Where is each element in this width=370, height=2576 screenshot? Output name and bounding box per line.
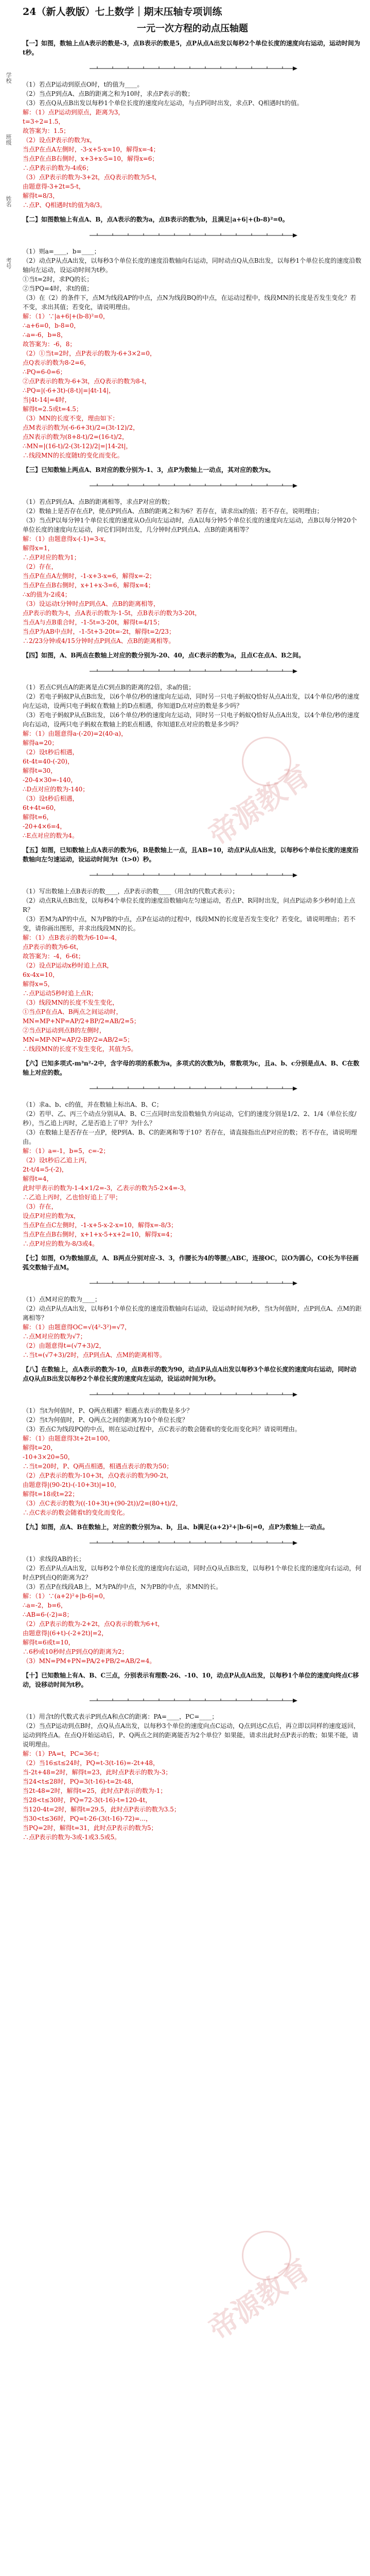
question-part: （2）当t为何值时，P、Q两点之间的距离为10个单位长度？	[23, 1416, 188, 1423]
answer-line: （3）设t秒后相遇，	[23, 795, 79, 802]
answer-line: 解得a=20；	[23, 739, 58, 747]
question-stem: 【三】已知数轴上两点A、B对应的数分别为-1、3，点P为数轴上一动点，其对应的数为x。	[23, 466, 275, 473]
answer-line: 当点P在点B右侧时，x+1+x-5+x+2=10，解得x=4；	[23, 1231, 176, 1238]
question-section	[23, 215, 362, 460]
question-part: （3）若点P在线段AB上，M为PA的中点，N为PB的中点，求MN的长。	[23, 1583, 222, 1590]
question-section	[23, 1522, 362, 1666]
answer-line: ∴当t=(√7+3)/2时，点P到点A、点M的距离相等。	[23, 1351, 166, 1359]
answer-line: 点M表示的数为(-6-6+3t)/2=(3t-12)/2，	[23, 424, 139, 431]
question-stem: 【一】如图，数轴上点A表示的数是-3，点B表示的数是5，点P从点A出发以每秒2个单位长度的速度向右运动，运动时间为t秒。	[23, 40, 360, 56]
answer-line: 2t-t/4=5-(-2)，	[23, 1166, 68, 1173]
answer-line: ∴点P对应的数为-8/3或4。	[23, 1240, 99, 1247]
answer-line: （2）设点P运动x秒时追上点R，	[23, 962, 113, 969]
answer-line: 设点P对应的数为x，	[23, 1212, 80, 1219]
number-line-arrow	[293, 484, 297, 488]
answer-line: （2）当16≤t≤24时，PQ=t-3(t-16)=-2t+48，	[23, 1759, 159, 1767]
answer-line: 解得x=5，	[23, 980, 54, 988]
answer-line: 点P表示的数为-t，点A表示的数为-1-5t，点B表示的数为3-20t，	[23, 609, 201, 617]
answer-line: ∴点P表示的数为-4或6；	[23, 164, 93, 172]
question-part: （1）写出数轴上点B表示的数____，点P表示的数____（用含t的代数式表示）；	[23, 888, 239, 895]
answer-line: t=3÷2=1.5，	[23, 118, 65, 125]
answer-line: ①当点P在点A、B两点之间运动时，	[23, 1008, 122, 1015]
answer-line: ∴D点对应的数为-140；	[23, 786, 89, 793]
answer-line: （3）设运动t分钟时点P到点A、点B的距离相等，	[23, 600, 160, 607]
question-part: （2）若甲、乙、丙三个动点分别从A、B、C三点同时出发沿数轴负方向运动，它们的速度分别是1/2、2、1/4（单位长度/秒），当乙追上丙时，乙是否追上了甲？为什么？	[23, 1110, 357, 1127]
question-part: （3）当点P以每分钟1个单位长度的速度从O点向左运动时，点A以每分钟5个单位长度的速度向左运动，点B以每分钟20个单位长度的速度向左运动，问它们同时出发，几分钟时点P到点A、点B的距离相等？	[23, 517, 357, 533]
left-binding-strip	[0, 0, 21, 2576]
answer-line: ∴点P运动5秒时追上点R；	[23, 990, 97, 997]
question-part: （2）数轴上是否存在点P，使点P到点A、点B的距离之和为6？若存在，请求出x的值；若不存在，说明理由；	[23, 507, 323, 515]
number-line-arrow	[293, 1087, 297, 1091]
number-line-arrow	[293, 873, 297, 877]
answer-line: 解得t=2.5或t=4.5；	[23, 405, 82, 413]
answer-line: （2）设t秒后乙追上丙，	[23, 1157, 91, 1164]
answer-line: 当28<t≤30时，PQ=72-3(t-16)-t=120-4t，	[23, 1797, 152, 1804]
number-line-arrow	[293, 1393, 297, 1397]
question-section	[23, 1671, 362, 1842]
number-line-figure	[84, 1275, 301, 1293]
question-part: （1）点M对应的数为____；	[23, 1296, 101, 1303]
answer-line: -10+3×20=50，	[23, 1453, 74, 1461]
answer-line: ②当点P运动到点B的左侧时，	[23, 1027, 105, 1034]
answer-line: 当120-4t=2时，解得t=29.5，此时点P表示的数为3.5；	[23, 1806, 180, 1813]
answer-line: ∴x的值为-2或4；	[23, 591, 71, 598]
answer-line: ∴点P表示的数为-3或-1或3.5或5。	[23, 1834, 121, 1841]
answer-line: ∴线段MN的长度不发生变化，其值为5。	[23, 1045, 137, 1053]
answer-line: 解得t=30，	[23, 767, 57, 774]
question-section	[23, 1365, 362, 1517]
number-line-figure	[84, 60, 301, 78]
question-stem: 【七】如图，O为数轴原点，A、B两点分别对应-3、3，作腰长为4的等腰△ABC，连接OC，以O为圆心，CO长为半径画弧交数轴于点M。	[23, 1255, 359, 1271]
answer-line: 6t-4t=40-(-20)，	[23, 758, 74, 765]
answer-line: 当点P在点B右侧时，x+3+x-5=10，解得x=6；	[23, 155, 158, 162]
number-line-arrow	[293, 1699, 297, 1703]
answer-line: 当点P为AB中点时，-1-5t+3-20t=-2t，解得t=2/23；	[23, 628, 175, 635]
answer-line: ∴a+6=0，b-8=0，	[23, 322, 80, 329]
number-line-arrow	[293, 66, 297, 71]
answer-line: ∴线段MN的长度随t的变化而变化。	[23, 452, 124, 459]
answer-line: 当30<t≤36时，PQ=t-26-(3(t-16)-72)=...，	[23, 1815, 152, 1822]
side-label-name: 姓名	[5, 196, 12, 207]
number-line-figure	[84, 1692, 301, 1710]
answer-line: 6x-4x=10，	[23, 971, 59, 978]
answer-line: 点Q表示的数为8-2=6，	[23, 359, 90, 366]
answer-line: ∴MN=|(16-t)/2-(3t-12)/2|=|14-2t|，	[23, 443, 132, 450]
number-line-figure	[84, 478, 301, 495]
question-stem: 【十】已知数轴上有A、B、C三点，分别表示有理数-26、-10、10，动点P从点A出发，以每秒1个单位的速度向终点C移动，设移动时间为t秒。	[23, 1672, 359, 1688]
answer-line: 故答案为：1.5；	[23, 127, 70, 134]
answer-line: -20+4×6=4，	[23, 823, 66, 830]
question-stem: 【六】已知多项式-m³n²-2中，含字母的项的系数为a，多项式的次数为b，常数项为c，且a、b、c分别是点A、B、C在数轴上对应的数。	[23, 1060, 360, 1076]
question-part: （1）若点P到点A、点B的距离相等，求点P对应的数；	[23, 498, 174, 505]
question-part: （3）在数轴上是否存在一点P，使P到A、B、C的距离和等于10？若存在，请直接指出点P对应的数；若不存在，请说明理由。	[23, 1129, 357, 1145]
number-line-arrow	[293, 1281, 297, 1285]
answer-line: ∴PQ=|(-6+3t)-(8-t)|=|4t-14|，	[23, 387, 115, 394]
answer-line: ∴点C表示的数会随着t的变化而变化。	[23, 1509, 129, 1516]
answer-line: 解：（1）∵(a+2)²+|b-6|=0，	[23, 1592, 109, 1600]
answer-line: 解：（1）由题意得OC=√(4²-3²)=√7，	[23, 1324, 131, 1331]
answer-line: （3）点C表示的数为((-10+3t)+(90-2t))/2=(80+t)/2，	[23, 1500, 182, 1507]
answer-line: 当点P在点C左侧时，-1-x+5-x-2-x=10，解得x=-8/3；	[23, 1222, 178, 1229]
answer-line: ∴乙追上丙时，乙也恰好追上了甲；	[23, 1194, 122, 1201]
number-line-figure	[84, 867, 301, 885]
question-part: （1）用含t的代数式表示P到点A和点C的距离：PA=____，PC=____；	[23, 1713, 218, 1720]
question-part: （3）在（2）的条件下，点M为线段AP的中点，点N为线段BQ的中点，在运动过程中，线段MN的长度是否发生变化？若不变，求出其值；若变化，请说明理由。	[23, 294, 357, 311]
answer-line: （2）设点P表示的数为x，	[23, 137, 96, 144]
question-part: （2）当点P到点A、点B的距离之和为10时，求点P表示的数；	[23, 90, 194, 97]
answer-line: 当2t-48=2时，解得t=25，此时点P表示的数为-1；	[23, 1787, 167, 1794]
answer-line: ∴a=-6，b=8，	[23, 331, 67, 338]
document-content	[23, 0, 362, 1847]
answer-line: ∴2/23分钟或4/15分钟时点P到点A、点B的距离相等。	[23, 637, 175, 645]
question-section	[23, 651, 362, 840]
number-line-figure	[84, 227, 301, 245]
question-part: （3）若电子蚂蚁P从点B出发，以6个单位/秒的速度向左运动，同时另一只电子蚂蚁Q恰好从点A出发，以4个单位/秒的速度向右运动，设两只电子蚂蚁在数轴上的E点相遇，你知道E点对应的数是多少吗？	[23, 711, 360, 728]
question-sections	[23, 39, 362, 1842]
number-line-arrow	[293, 1541, 297, 1545]
answer-line: 解：（1）点P运动到原点，距离为3，	[23, 109, 125, 116]
answer-line: （2）点P表示的数为-10+3t，点Q表示的数为90-2t，	[23, 1472, 173, 1479]
question-part: （1）当t为何值时，P、Q两点相遇？相遇点表示的数是多少？	[23, 1407, 193, 1414]
answer-line: 由题意得|(6+t)-(-2+2t)|=2，	[23, 1630, 108, 1637]
question-stem: 【五】如图，已知数轴上点A表示的数为6，B是数轴上一点，且AB=10，动点P从点A出发，以每秒6个单位长度的速度沿数轴向左匀速运动，设运动时间为t（t>0）秒。	[23, 846, 359, 863]
answer-line: 当点P在点A左侧时，-1-x+3-x=6，解得x=-2；	[23, 572, 155, 580]
number-line-figure	[84, 1535, 301, 1552]
question-part: （2）动点R从点B出发，以每秒4个单位长度的速度沿数轴向左匀速运动，若点P、R同时出发，问点P运动多少秒时追上点R？	[23, 897, 356, 913]
answer-line: 解得t=8/3，	[23, 192, 59, 199]
answer-line: 解：（1）∵|a+6|+(b-8)²=0，	[23, 313, 109, 320]
number-line-arrow	[293, 233, 297, 238]
question-part: （2）当点P运动到点B时，点Q从点A出发，以每秒3个单位的速度向点C运动，Q点到达C点后，再立即以同样的速度返回，运动到终点A。在点Q开始运动后，P、Q两点之间的距离能否为2个单位？如果能，请求出此时点P表示的数；如果不能，请说明理由。	[23, 1722, 360, 1748]
answer-line: （3）点P表示的数为-3+2t，点Q表示的数为5-t，	[23, 174, 161, 181]
answer-line: MN=MP-NP=AP/2-BP/2=AB/2=5；	[23, 1036, 134, 1043]
question-section	[23, 1253, 362, 1360]
question-part: ②当PQ=4时，求t的值；	[23, 285, 93, 292]
question-section	[23, 465, 362, 646]
answer-line: ∴当t=20时，P、Q两点相遇，相遇点表示的数为50；	[23, 1463, 173, 1470]
answer-line: 点P表示的数为6-6t，	[23, 943, 83, 951]
number-line-arrow	[293, 669, 297, 673]
answer-line: 当-2t+48=2时，解得t=23，此时点P表示的数为-3；	[23, 1769, 172, 1776]
side-label-exam-number: 考号	[5, 258, 12, 269]
question-part: （3）若M为AP的中点，N为PB的中点，点P在运动的过程中，线段MN的长度是否发生变化？若变化，请说明理由；若不变，请你画出图形，并求出线段MN的长。	[23, 916, 356, 932]
answer-line: 当点P在点A左侧时，-3-x+5-x=10，解得x=-4；	[23, 146, 160, 153]
number-line-figure	[84, 663, 301, 681]
answer-line: 解得t=6或t=10，	[23, 1639, 75, 1646]
answer-line: MN=MP+NP=AP/2+BP/2=AB/2=5；	[23, 1018, 140, 1025]
answer-line: 由题意得-3+2t=5-t，	[23, 183, 85, 190]
answer-line: 解得x=1，	[23, 545, 54, 552]
answer-line: 当|4t-14|=4时，	[23, 396, 71, 403]
answer-line: 6t+4t=60，	[23, 804, 60, 811]
answer-line: ∴6秒或10秒时点P到点Q的距离为2；	[23, 1648, 128, 1655]
answer-line: 当24<t≤28时，PQ=3(t-16)-t=2t-48，	[23, 1778, 138, 1785]
answer-line: 当PQ=2时，解得t=31，此时点P表示的数为5；	[23, 1824, 157, 1832]
question-stem: 【二】如图数轴上有点A、B，点A表示的数为a，点B表示的数为b，且满足|a+6|+(b-8)²=0。	[23, 216, 289, 223]
answer-line: ∴AB=6-(-2)=8；	[23, 1611, 73, 1618]
answer-line: （3）MN的长度不变，理由如下：	[23, 415, 119, 422]
answer-line: 解：（1）由题意得x-(-1)=3-x，	[23, 535, 110, 543]
number-line-figure	[84, 1080, 301, 1098]
answer-line: 当点P在点B右侧时，x+1+x-3=6，解得x=4；	[23, 582, 154, 589]
question-part: （2）若电子蚂蚁P从点B出发，以6个单位/秒的速度向左运动，同时另一只电子蚂蚁Q恰好从点A出发，以4个单位/秒的速度向左运动，设两只电子蚂蚁在数轴上的D点相遇，你知道D点对应的数是多少吗？	[23, 693, 360, 709]
answer-line: 解：（1）点B表示的数为6-10=-4，	[23, 934, 121, 941]
answer-line: ∴PQ=6-0=6；	[23, 368, 66, 376]
side-label-school: 学校	[5, 72, 12, 83]
answer-line: 由题意得|(90-2t)-(-10+3t)|=10，	[23, 1481, 120, 1488]
question-part: （1）求线段AB的长；	[23, 1555, 85, 1563]
answer-line: （2）存在，	[23, 563, 58, 570]
answer-line: （2）①当t=2时，点P表示的数为-6+3×2=0，	[23, 350, 156, 357]
answer-line: 解得t=4，	[23, 1175, 53, 1182]
question-stem: 【四】如图，A、B两点在数轴上对应的数分别为-20、40，点C表示的数为a，且点C在点A、B之间。	[23, 652, 305, 659]
watermark-text: 帝源教育	[203, 758, 316, 853]
question-part: （2）动点P从点A出发，以每秒1个单位长度的速度沿数轴向右运动，设运动时间为t秒，当t为何值时，点P到点A、点M的距离相等？	[23, 1305, 362, 1321]
answer-line: -20-4×30=-140，	[23, 776, 77, 784]
question-stem: 【九】如图，点A、B在数轴上，对应的数分别为a、b，且a、b满足(a+2)²+|b-6|=0，点P为数轴上一动点。	[23, 1523, 329, 1531]
answer-line: （3）线段MN的长度不发生变化，	[23, 999, 119, 1006]
question-part: （2）动点P从点A出发，以每秒3个单位长度的速度沿数轴向右运动，同时动点Q从点B出发，以每秒1个单位长度的速度沿数轴向左运动，设运动时间为t秒。	[23, 257, 362, 274]
question-part: （1）若点C到点A的距离是点C到点B的距离的2倍，求a的值；	[23, 684, 195, 691]
answer-line: 解得t=6，	[23, 814, 53, 821]
answer-line: （2）点P表示的数为-2+2t，点Q表示的数为6+t，	[23, 1620, 164, 1628]
answer-line: 解：（1）由题意得a-(-20)=2(40-a)，	[23, 730, 128, 737]
answer-line: 当点A与点B重合时，-1-5t=3-20t，解得t=4/15；	[23, 619, 164, 626]
question-part: （3）若点Q从点B出发以每秒1个单位长度的速度向左运动，与点P同时出发，求点P、Q相遇时t的值。	[23, 99, 303, 107]
question-part: （3）若点C为线段PQ的中点，则在运动过程中，点C表示的数会随着t的变化而变化吗？请说明理由。	[23, 1426, 301, 1433]
answer-line: ∴点P、Q相遇时t的值为8/3。	[23, 201, 107, 209]
question-part: （1）若点P运动到原点O时，t的值为____。	[23, 81, 144, 88]
page-subtitle: 一元一次方程的动点压轴题	[137, 23, 248, 34]
answer-line: （2）由题意得t=(√7+3)/2，	[23, 1342, 105, 1349]
question-stem: 【八】在数轴上，点A表示的数为-10，点B表示的数为90，动点P从点A出发以每秒3个单位长度的速度向右运动，同时动点Q从点B出发以每秒2个单位长度的速度向左运动，设运动时间为t秒。	[23, 1366, 357, 1382]
answer-line: 解：（1）a=-1，b=5，c=-2；	[23, 1147, 110, 1155]
question-section	[23, 845, 362, 1054]
watermark-text: 帝源教育	[203, 2252, 316, 2347]
answer-line: ∴点M对应的数为√7；	[23, 1333, 86, 1340]
question-part: ①当t=2时，求PQ的长；	[23, 276, 93, 283]
answer-line: ∴E点对应的数为4。	[23, 832, 79, 839]
answer-line: 故答案为：-6，8；	[23, 341, 76, 348]
question-section	[23, 1059, 362, 1248]
answer-line: 解：（1）由题意得3t+2t=100，	[23, 1435, 114, 1442]
answer-line: ∴a=-2，b=6，	[23, 1602, 67, 1609]
answer-line: （3）存在，	[23, 1203, 58, 1210]
answer-line: ②点P表示的数为-6+3t，点Q表示的数为8-t，	[23, 378, 151, 385]
question-section	[23, 39, 362, 210]
answer-line: 解：（1）PA=t，PC=36-t；	[23, 1750, 103, 1757]
answer-line: 解得t=20，	[23, 1444, 57, 1451]
answer-line: 故答案为：-4，6-6t；	[23, 953, 84, 960]
answer-line: 点N表示的数为(8+8-t)/2=(16-t)/2，	[23, 433, 128, 440]
answer-line: 此时甲表示的数为-1-4×1/2=-3，乙表示的数为5-2×4=-3，	[23, 1184, 190, 1192]
answer-line: （3）MN=PM+PN=PA/2+PB/2=AB/2=4。	[23, 1657, 156, 1665]
answer-line: （2）设t秒后相遇，	[23, 749, 79, 756]
side-label-class: 班级	[5, 134, 12, 145]
question-part: （1）则a=____，b=____；	[23, 248, 100, 255]
page-title: 24（新人教版）七上数学｜期末压轴专项训练	[23, 6, 222, 18]
question-part: （2）若点P从点A出发，以每秒2个单位长度的速度向右运动，同时点Q从点B出发，以每秒1个单位长度的速度向右运动，何时点P到点Q的距离为2？	[23, 1565, 362, 1581]
question-part: （1）求a、b、c的值，并在数轴上标出A、B、C；	[23, 1101, 163, 1108]
answer-line: 解得t=18或t=22；	[23, 1490, 79, 1498]
number-line-figure	[84, 1386, 301, 1404]
answer-line: ∴点P对应的数为1；	[23, 554, 80, 561]
